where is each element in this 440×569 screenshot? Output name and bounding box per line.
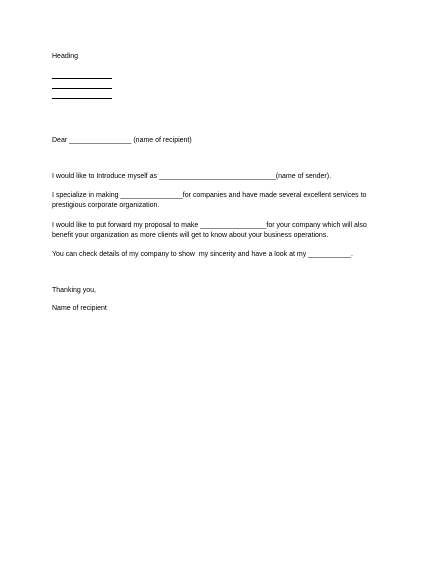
address-line-3 [52, 98, 112, 99]
address-line-1 [52, 78, 112, 79]
closing: Thanking you, [52, 287, 96, 294]
address-line-2 [52, 88, 112, 89]
paragraph-introduction: I would like to Introduce myself as ______________________________(name of sender). [52, 173, 332, 180]
salutation: Dear ________________ (name of recipient) [52, 137, 192, 144]
paragraph-proposal-line-1: I would like to put forward my proposal to make _________________for your company which will also [52, 222, 367, 229]
letter-heading: Heading [52, 53, 79, 60]
paragraph-specialization-line-1: I specialize in making ________________for companies and have made several excellent services to [52, 192, 367, 199]
paragraph-specialization-line-2: prestigious corporate organization. [52, 202, 160, 209]
paragraph-details: You can check details of my company to show my sincerity and have a look at my ___________. [52, 251, 353, 258]
signature-name: Name of recipient [52, 305, 107, 312]
paragraph-proposal-line-2: benefit your organization as more clients will get to know about your business operations. [52, 232, 329, 239]
